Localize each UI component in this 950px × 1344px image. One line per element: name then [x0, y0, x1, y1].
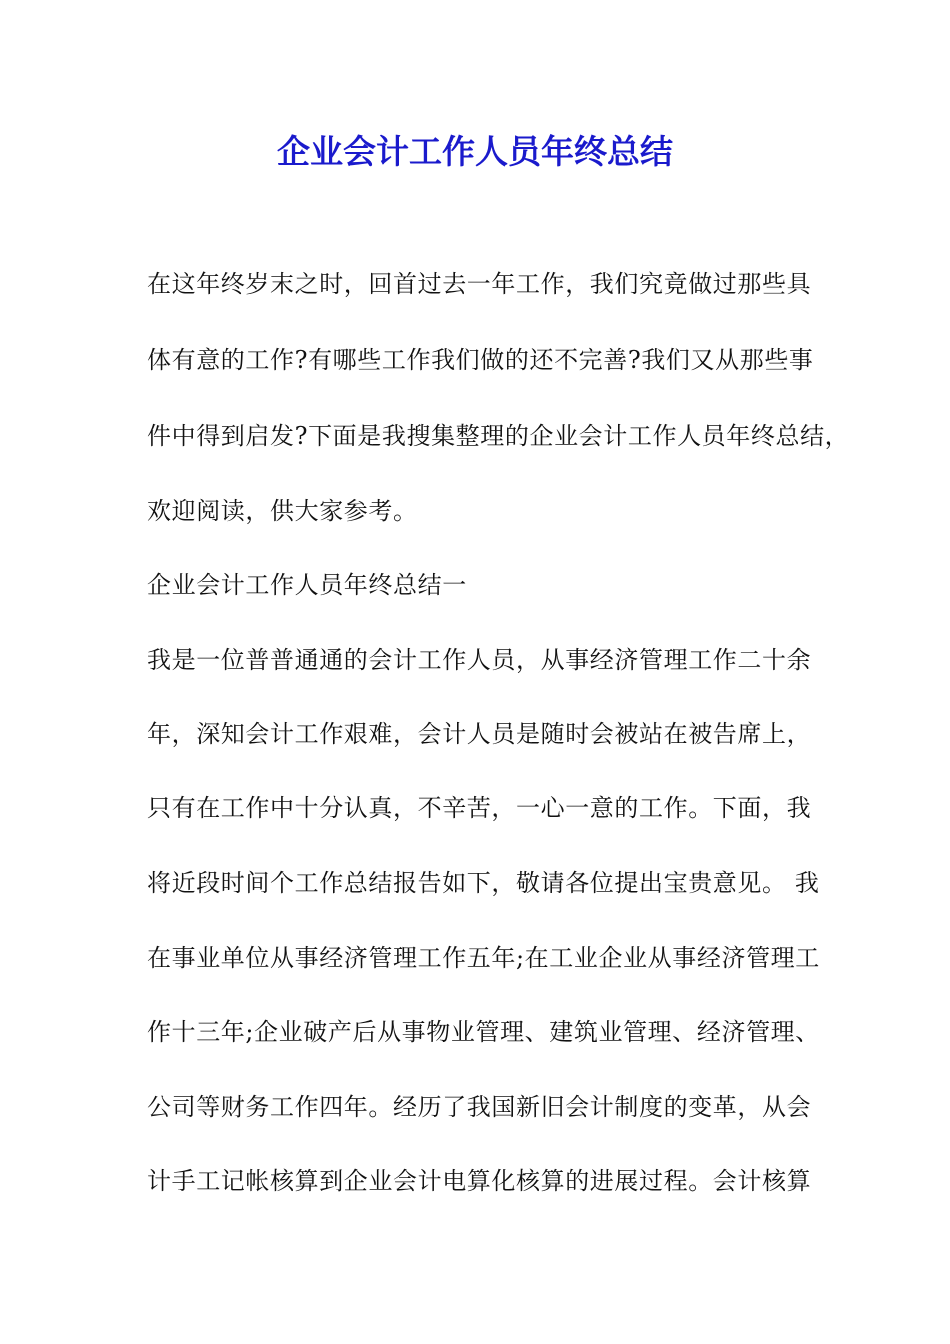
- body-line: 欢迎阅读，供大家参考。: [147, 497, 418, 525]
- body-line: 我是一位普普通通的会计工作人员，从事经济管理工作二十余: [147, 646, 812, 674]
- body-line: 作十三年;企业破产后从事物业管理、建筑业管理、经济管理、: [147, 1018, 820, 1046]
- document-title: 企业会计工作人员年终总结: [277, 132, 673, 171]
- body-line: 只有在工作中十分认真，不辛苦，一心一意的工作。下面，我: [147, 794, 812, 822]
- body-line: 公司等财务工作四年。经历了我国新旧会计制度的变革，从会: [147, 1093, 812, 1121]
- body-line: 件中得到启发?下面是我搜集整理的企业会计工作人员年终总结，: [147, 422, 850, 450]
- section-heading: 企业会计工作人员年终总结一: [147, 571, 467, 599]
- body-line: 体有意的工作?有哪些工作我们做的还不完善?我们又从那些事: [147, 346, 814, 374]
- body-line: 年，深知会计工作艰难，会计人员是随时会被站在被告席上，: [147, 720, 812, 748]
- body-line: 将近段时间个工作总结报告如下，敬请各位提出宝贵意见。 我: [147, 869, 820, 897]
- body-line: 在这年终岁末之时，回首过去一年工作，我们究竟做过那些具: [147, 270, 812, 298]
- body-line: 计手工记帐核算到企业会计电算化核算的进展过程。会计核算: [147, 1167, 812, 1195]
- body-line: 在事业单位从事经济管理工作五年;在工业企业从事经济管理工: [147, 944, 820, 972]
